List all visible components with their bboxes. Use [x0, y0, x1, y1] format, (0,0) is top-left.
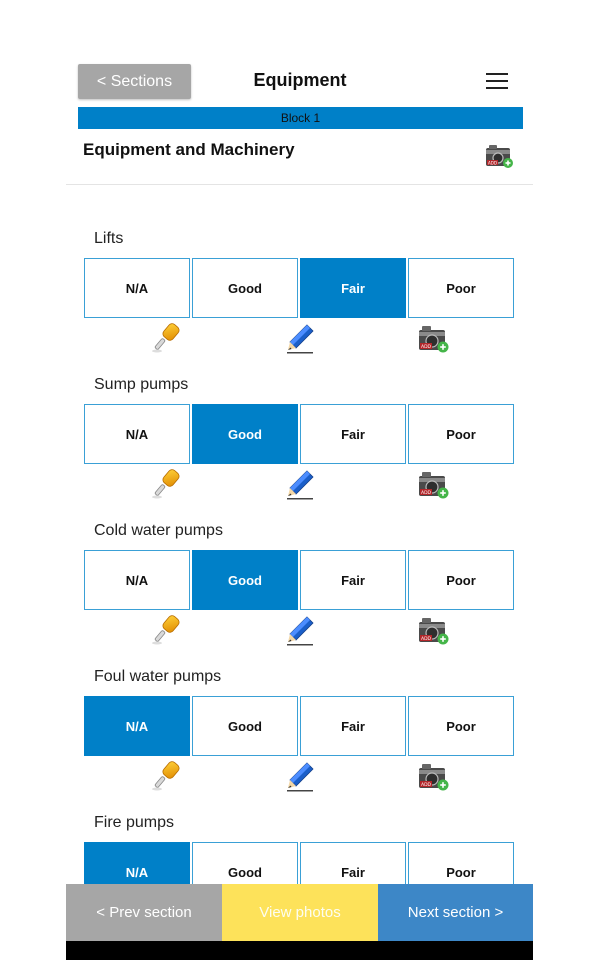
equipment-item	[66, 230, 533, 376]
page-title: Equipment	[253, 70, 347, 90]
rating-option-fair[interactable]: Fair	[300, 842, 406, 902]
equipment-item	[66, 522, 533, 668]
item-tools	[66, 322, 533, 356]
system-nav-bar	[66, 941, 533, 960]
rating-option-good[interactable]: Good	[192, 550, 298, 610]
rating-option-na[interactable]: N/A	[84, 550, 190, 610]
rating-option-poor[interactable]: Poor	[408, 258, 514, 318]
rating-option-good[interactable]: Good	[192, 258, 298, 318]
add-photo-camera-icon[interactable]	[416, 468, 450, 502]
rating-option-fair[interactable]: Fair	[300, 550, 406, 610]
rating-options	[84, 550, 517, 610]
rating-options	[84, 258, 517, 318]
prev-section-button[interactable]: < Prev section	[66, 884, 222, 941]
rating-option-na[interactable]: N/A	[84, 842, 190, 902]
svg-text:ADD: ADD	[421, 490, 432, 496]
item-label: Sump pumps	[94, 376, 189, 393]
footer-nav	[66, 884, 533, 941]
hamburger-menu-icon[interactable]	[486, 72, 508, 90]
rating-option-good[interactable]: Good	[192, 404, 298, 464]
rating-option-na[interactable]: N/A	[84, 696, 190, 756]
svg-text:ADD: ADD	[421, 344, 432, 350]
wrench-icon[interactable]	[150, 468, 184, 502]
item-label: Foul water pumps	[94, 668, 222, 685]
rating-option-good[interactable]: Good	[192, 842, 298, 902]
rating-option-fair[interactable]: Fair	[300, 258, 406, 318]
item-label: Fire pumps	[94, 814, 175, 831]
item-label: Lifts	[94, 230, 124, 247]
pencil-icon[interactable]	[283, 760, 317, 794]
wrench-icon[interactable]	[150, 760, 184, 794]
equipment-item	[66, 376, 533, 522]
svg-text:ADD: ADD	[421, 782, 432, 788]
section-divider	[66, 184, 533, 185]
wrench-icon[interactable]	[150, 614, 184, 648]
rating-option-good[interactable]: Good	[192, 696, 298, 756]
rating-option-na[interactable]: N/A	[84, 404, 190, 464]
item-tools	[66, 614, 533, 648]
item-tools	[66, 468, 533, 502]
pencil-icon[interactable]	[283, 614, 317, 648]
add-photo-camera-icon[interactable]	[416, 322, 450, 356]
view-photos-button[interactable]: View photos	[222, 884, 378, 941]
svg-text:ADD: ADD	[488, 160, 497, 166]
rating-option-poor[interactable]: Poor	[408, 404, 514, 464]
rating-options	[84, 404, 517, 464]
svg-text:ADD: ADD	[421, 636, 432, 642]
next-section-button[interactable]: Next section >	[378, 884, 533, 941]
top-bar	[66, 64, 533, 100]
pencil-icon[interactable]	[283, 468, 317, 502]
section-add-photo-camera-icon[interactable]	[484, 142, 514, 175]
equipment-item	[66, 668, 533, 814]
section-title: Equipment and Machinery	[83, 140, 295, 159]
wrench-icon[interactable]	[150, 322, 184, 356]
rating-option-fair[interactable]: Fair	[300, 404, 406, 464]
rating-option-fair[interactable]: Fair	[300, 696, 406, 756]
add-photo-camera-icon[interactable]	[416, 614, 450, 648]
item-tools	[66, 760, 533, 794]
rating-options	[84, 696, 517, 756]
sections-back-button[interactable]: < Sections	[78, 64, 191, 99]
add-photo-camera-icon[interactable]	[416, 760, 450, 794]
rating-option-na[interactable]: N/A	[84, 258, 190, 318]
app-screen	[66, 0, 533, 960]
rating-option-poor[interactable]: Poor	[408, 696, 514, 756]
rating-option-poor[interactable]: Poor	[408, 550, 514, 610]
pencil-icon[interactable]	[283, 322, 317, 356]
rating-option-poor[interactable]: Poor	[408, 842, 514, 902]
block-banner: Block 1	[78, 107, 523, 129]
item-label: Cold water pumps	[94, 522, 223, 539]
